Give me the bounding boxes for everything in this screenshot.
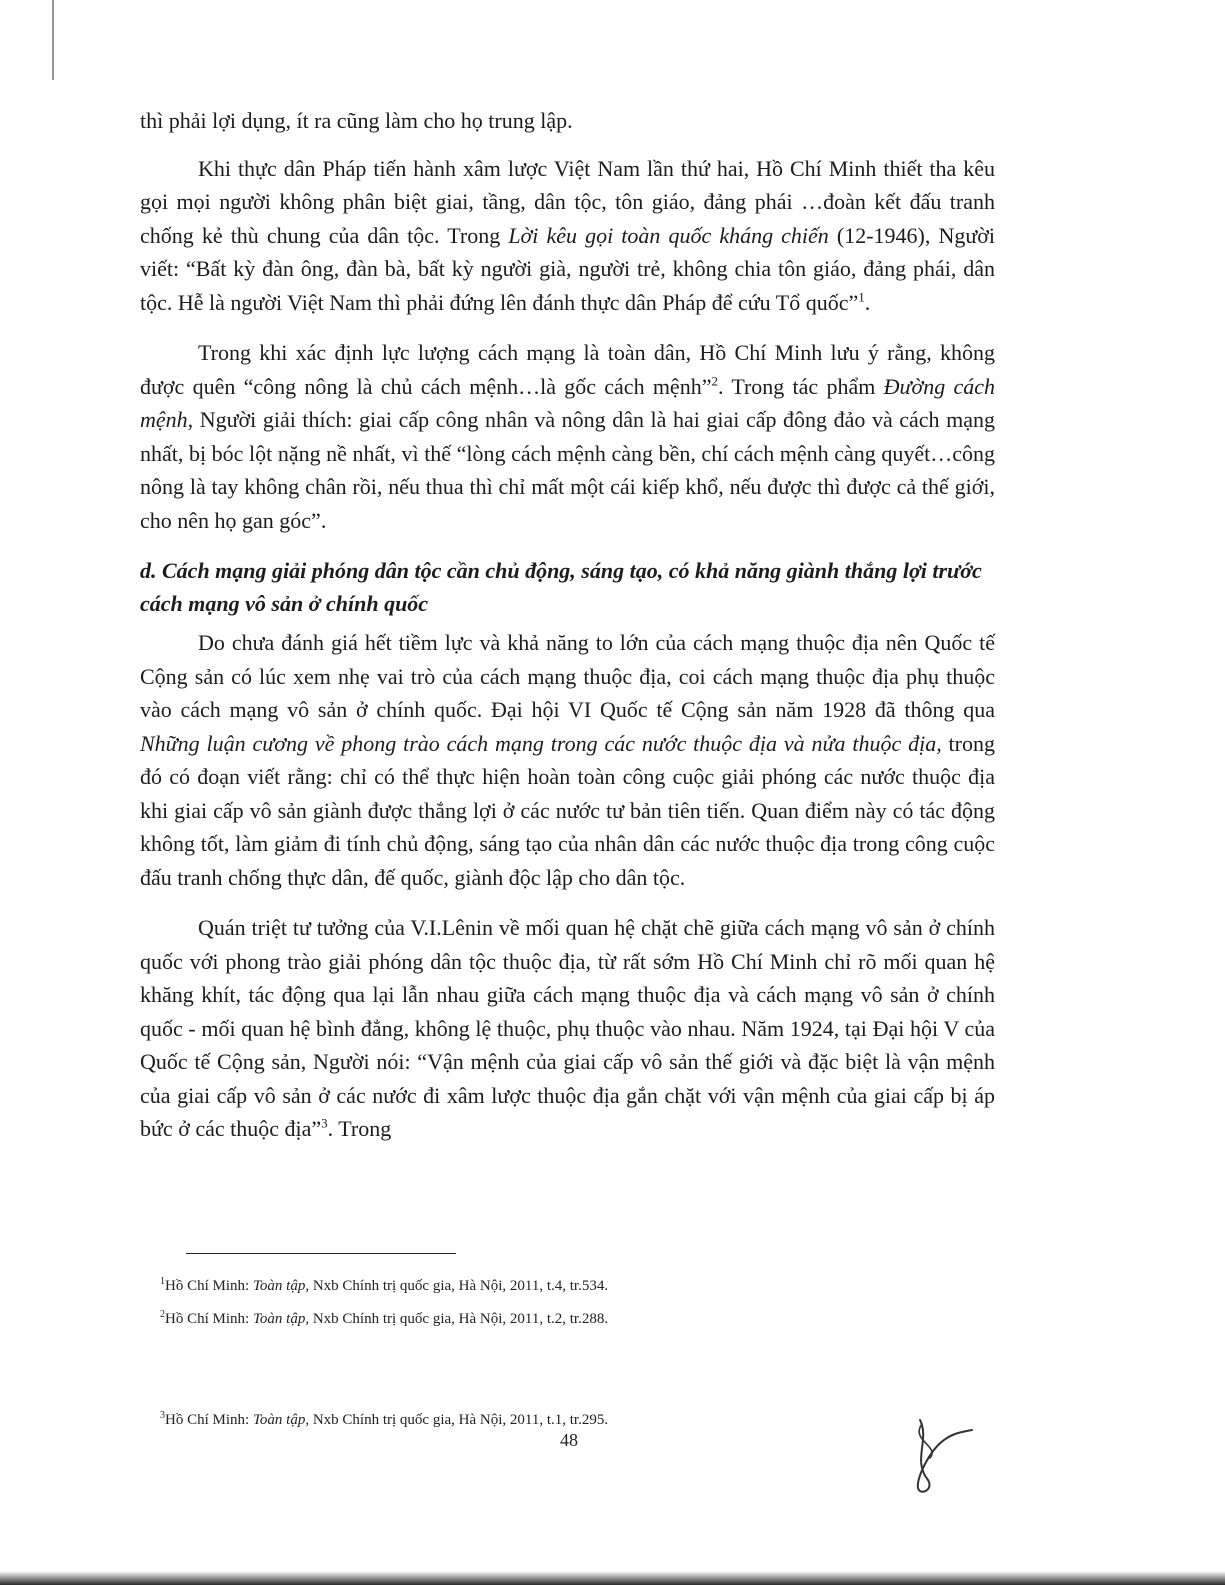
paragraph-text: . Trong	[327, 1116, 392, 1141]
paragraph-1	[140, 104, 995, 138]
paragraph-text: Do chưa đánh giá hết tiềm lực và khả năng to lớn của cách mạng thuộc địa nên Quốc tế Cộng sản có lúc xem nhẹ vai trò của cách mạng thuộc địa, coi cách mạng thuộc địa phụ thuộc vào cách mạng vô sản ở chính quốc. Đại hội VI Quốc tế Cộng sản năm 1928 đã thông qua	[140, 630, 995, 722]
paragraph-text: thì phải lợi dụng, ít ra cũng làm cho họ trung lập.	[140, 108, 573, 133]
footnote-title: Toàn tập,	[252, 1311, 310, 1327]
paragraph-3	[140, 336, 995, 537]
scan-edge-line	[52, 0, 54, 80]
paragraph-5	[140, 911, 995, 1146]
footnote-3	[160, 1410, 608, 1430]
document-body	[140, 104, 995, 1163]
paragraph-text: Quán triệt tư tưởng của V.I.Lênin về mối quan hệ chặt chẽ giữa cách mạng vô sản ở chính quốc với phong trào giải phóng dân tộc thuộc địa, từ rất sớm Hồ Chí Minh chỉ rõ mối quan hệ khăng khít, tác động qua lại lẫn nhau giữa cách mạng thuộc địa và cách mạng vô sản ở chính quốc - mối quan hệ bình đẳng, không lệ thuộc, phụ thuộc vào nhau. Năm 1924, tại Đại hội V của Quốc tế Cộng sản, Người nói: “Vận mệnh của giai cấp vô sản thế giới và đặc biệt là vận mệnh của giai cấp vô sản ở các nước đi xâm lược thuộc địa gắn chặt với vận mệnh của giai cấp bị áp bức ở các thuộc địa”	[140, 915, 995, 1141]
footnote-number: 2	[160, 1309, 165, 1320]
footnote-ref[interactable]: 3	[321, 1115, 328, 1131]
footnote-number: 3	[160, 1410, 165, 1421]
footnote-source: Nxb Chính trị quốc gia, Hà Nội, 2011, t.1, tr.295.	[309, 1412, 609, 1428]
footnote-title: Toàn tập,	[252, 1278, 310, 1294]
footnote-number: 1	[160, 1276, 165, 1287]
footnote-1	[160, 1276, 608, 1296]
paragraph-text: Trong khi xác định lực lượng cách mạng là toàn dân, Hồ Chí Minh lưu ý rằng, không được quên “công nông là chủ cách mệnh…là gốc cách mệnh”	[140, 340, 995, 399]
footnote-ref[interactable]: 2	[711, 373, 718, 389]
footnote-title: Toàn tập,	[252, 1412, 310, 1428]
footnote-separator	[186, 1253, 456, 1254]
paragraph-text: Khi thực dân Pháp tiến hành xâm lược Việt Nam lần thứ hai, Hồ Chí Minh thiết tha kêu gọi mọi người không phân biệt giai, tầng, dân tộc, tôn giáo, đảng phái …đoàn kết đấu tranh chống kẻ thù chung của dân tộc. Trong	[140, 155, 995, 248]
italic-title: Lời kêu gọi toàn quốc kháng chiến	[508, 222, 829, 248]
paragraph-text: Người giải thích: giai cấp công nhân và nông dân là hai giai cấp đông đảo và cách mạng nhất, bị bóc lột nặng nề nhất, vì thế “lòng cách mệnh càng bền, chí cách mệnh càng quyết…công nông là tay không chân rồi, nếu thua thì chỉ mất một cái kiếp khổ, nếu được thì được cả thế giới, cho nên họ gan góc”.	[140, 407, 995, 533]
section-heading: d. Cách mạng giải phóng dân tộc cần chủ động, sáng tạo, có khả năng giành thắng lợi trước cách mạng vô sản ở chính quốc	[140, 558, 982, 616]
footnote-author: Hồ Chí Minh:	[165, 1278, 253, 1294]
footnote-source: Nxb Chính trị quốc gia, Hà Nội, 2011, t.4, tr.534.	[309, 1278, 609, 1294]
footnote-author: Hồ Chí Minh:	[165, 1412, 253, 1428]
italic-title: Đường cách mệnh,	[140, 373, 995, 432]
italic-title: Những luận cương về phong trào cách mạng trong các nước thuộc địa và nửa thuộc địa,	[140, 730, 942, 756]
footnote-source: Nxb Chính trị quốc gia, Hà Nội, 2011, t.2, tr.288.	[309, 1311, 609, 1327]
footnote-ref[interactable]: 1	[858, 289, 865, 305]
paragraph-text: . Trong tác phẩm	[717, 373, 884, 399]
paragraph-text: trong đó có đoạn viết rằng: chỉ có thể thực hiện hoàn toàn công cuộc giải phóng các nước thuộc địa khi giai cấp vô sản giành được thắng lợi ở các nước tư bản tiên tiến. Quan điểm này có tác động không tốt, làm giảm đi tính chủ động, sáng tạo của nhân dân các nước thuộc địa trong công cuộc đấu tranh chống thực dân, đế quốc, giành độc lập cho dân tộc.	[140, 730, 995, 890]
paragraph-text: (12-1946), Người viết: “Bất kỳ đàn ông, đàn bà, bất kỳ người già, người trẻ, không chia tôn giáo, đảng phái, dân tộc. Hễ là người Việt Nam thì phải đứng lên đánh thực dân Pháp để cứu Tổ quốc”	[140, 222, 996, 315]
footnote-2	[160, 1309, 608, 1329]
page-number: 48	[560, 1430, 578, 1450]
paragraph-2	[140, 152, 995, 320]
paragraph-text: .	[864, 289, 871, 315]
signature-mark	[900, 1410, 990, 1500]
scan-edge-bottom	[0, 1571, 1225, 1585]
paragraph-4	[140, 626, 995, 894]
footnote-author: Hồ Chí Minh:	[165, 1311, 253, 1327]
